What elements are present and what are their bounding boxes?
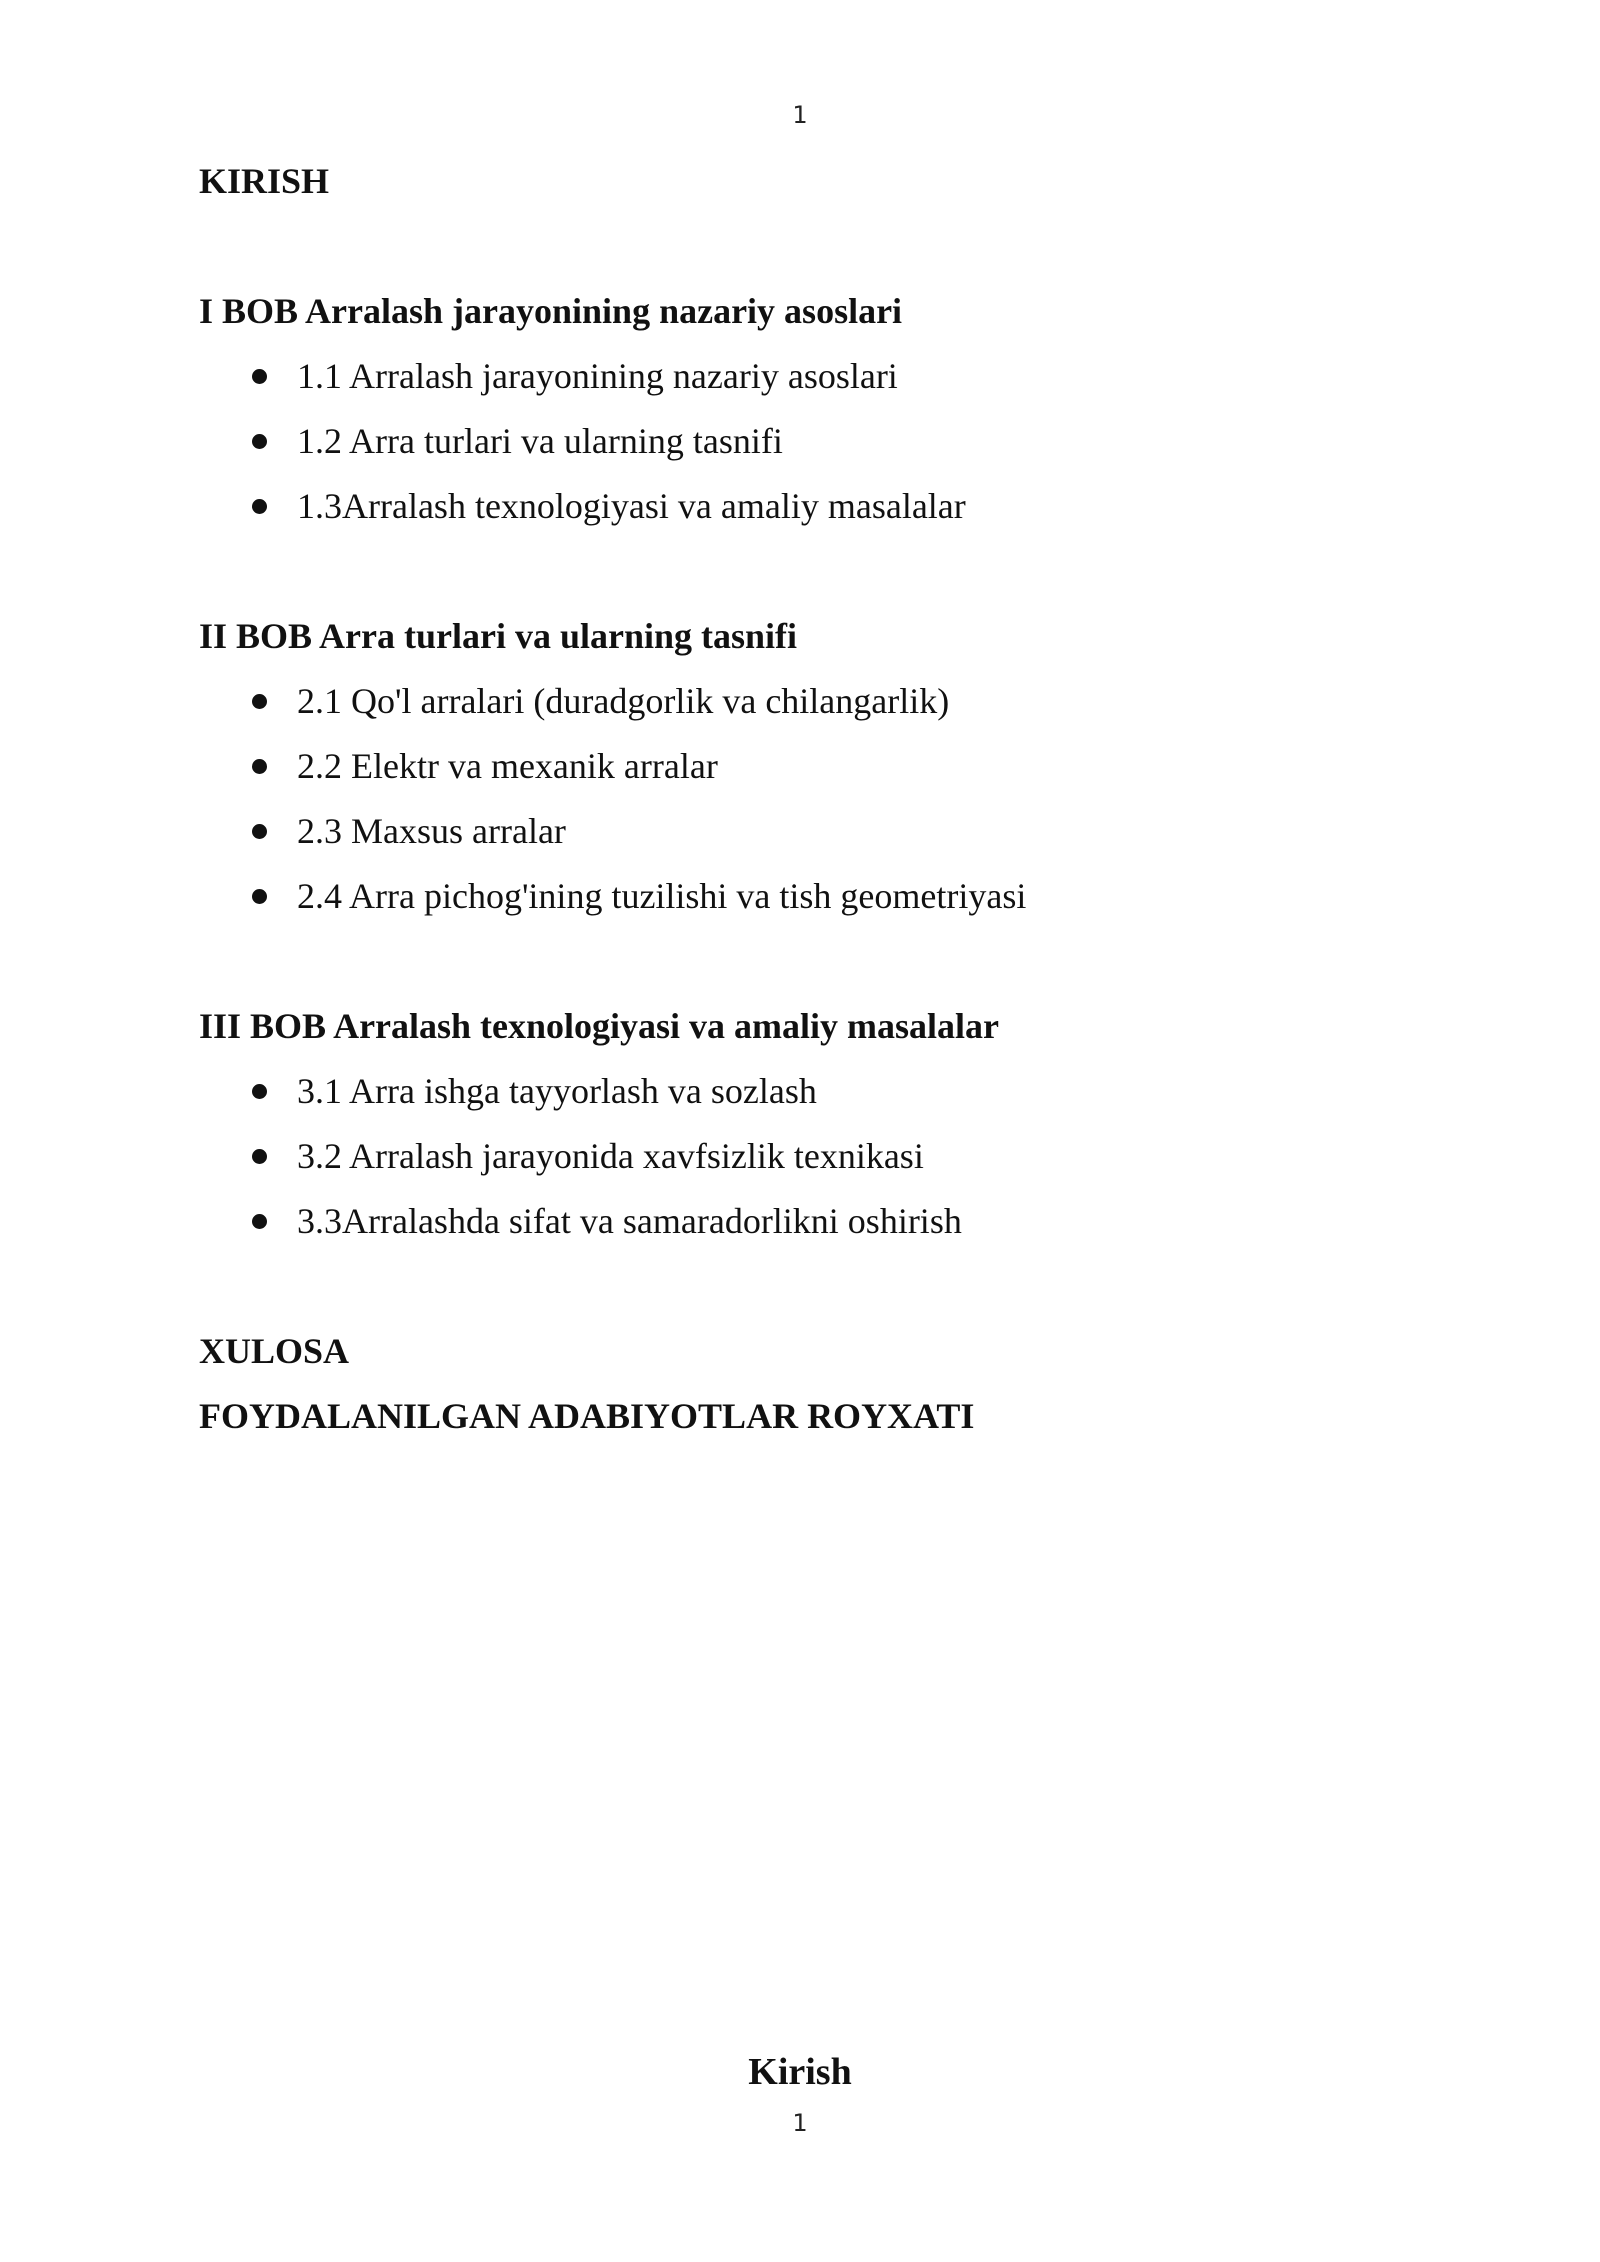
toc-item-label: 2.2 Elektr va mexanik arralar	[297, 746, 718, 786]
bullet-icon	[252, 1214, 267, 1229]
toc-item-label: 1.3Arralash texnologiyasi va amaliy masalalar	[297, 486, 966, 526]
chapter-3-sections	[199, 1070, 1399, 1242]
toc-item-label: 3.2 Arralash jarayonida xavfsizlik texnikasi	[297, 1136, 924, 1176]
toc-item-label: 3.1 Arra ishga tayyorlash va sozlash	[297, 1071, 817, 1111]
conclusion-heading: XULOSA	[199, 1331, 350, 1371]
bullet-icon	[252, 434, 267, 449]
toc-item	[199, 680, 1399, 722]
toc-item-label: 1.1 Arralash jarayonining nazariy asoslari	[297, 356, 898, 396]
chapter-3	[199, 1005, 1399, 1242]
toc-item-label: 1.2 Arra turlari va ularning tasnifi	[297, 421, 783, 461]
toc-item	[199, 1200, 1399, 1242]
toc-item	[199, 875, 1399, 917]
bullet-icon	[252, 889, 267, 904]
bullet-icon	[252, 759, 267, 774]
toc-item	[199, 1135, 1399, 1177]
toc-item-label: 2.3 Maxsus arralar	[297, 811, 566, 851]
toc-item-label: 3.3Arralashda sifat va samaradorlikni oshirish	[297, 1201, 962, 1241]
chapter-2	[199, 615, 1399, 917]
bullet-icon	[252, 499, 267, 514]
toc-item	[199, 745, 1399, 787]
toc-item	[199, 485, 1399, 527]
table-of-contents	[199, 160, 1399, 1437]
toc-item	[199, 355, 1399, 397]
chapter-1	[199, 290, 1399, 527]
intro-heading: KIRISH	[199, 161, 330, 201]
toc-item	[199, 420, 1399, 462]
next-page-title: Kirish	[748, 2051, 852, 2093]
toc-item	[199, 810, 1399, 852]
page-number-bottom: 1	[792, 2109, 808, 2137]
bullet-icon	[252, 1149, 267, 1164]
chapter-title: II BOB Arra turlari va ularning tasnifi	[199, 616, 798, 656]
closing-sections	[199, 1330, 1399, 1437]
bullet-icon	[252, 694, 267, 709]
toc-item	[199, 1070, 1399, 1112]
bullet-icon	[252, 1084, 267, 1099]
chapter-1-sections	[199, 355, 1399, 527]
chapter-title: I BOB Arralash jarayonining nazariy asoslari	[199, 291, 903, 331]
toc-item-label: 2.1 Qo'l arralari (duradgorlik va chilangarlik)	[297, 681, 950, 721]
toc-item-label: 2.4 Arra pichog'ining tuzilishi va tish geometriyasi	[297, 876, 1027, 916]
chapter-title: III BOB Arralash texnologiyasi va amaliy masalalar	[199, 1006, 1000, 1046]
chapter-2-sections	[199, 680, 1399, 917]
bullet-icon	[252, 369, 267, 384]
references-heading: FOYDALANILGAN ADABIYOTLAR ROYXATI	[199, 1396, 975, 1436]
bullet-icon	[252, 824, 267, 839]
page-number-top: 1	[792, 101, 808, 129]
